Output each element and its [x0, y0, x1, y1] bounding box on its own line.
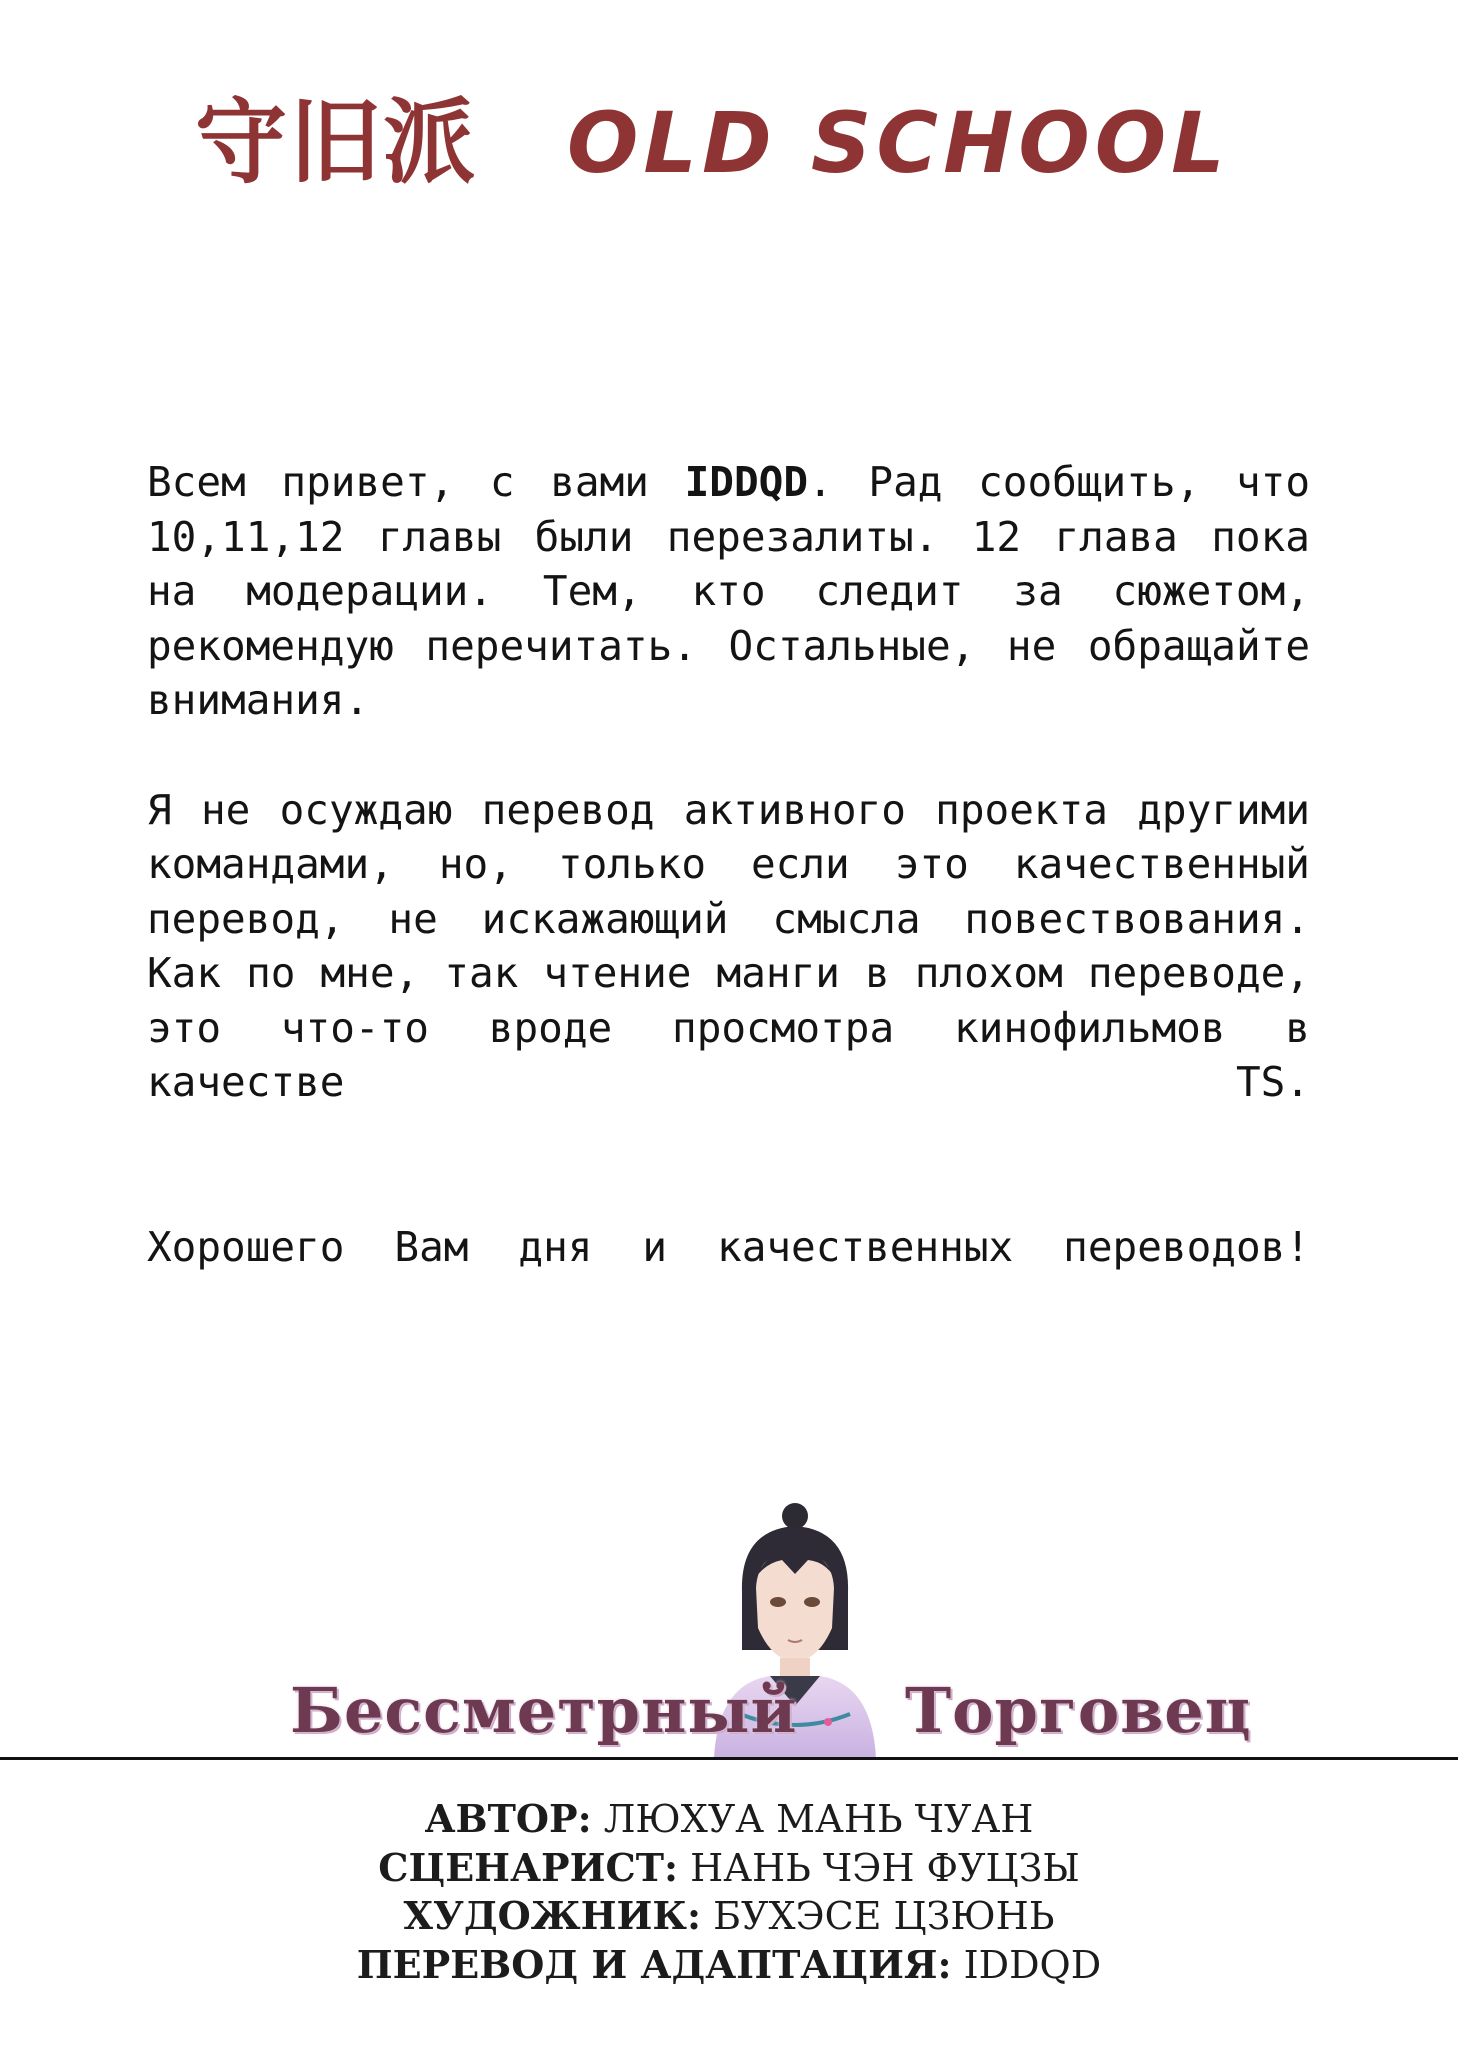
credit-scenarist-role: СЦЕНАРИСТ:: [378, 1844, 679, 1890]
credit-scenarist: [300, 1844, 1158, 1893]
message-paragraph-2: Я не осуждаю перевод активного проекта другими командами, но, только если это качественный перевод, не искажающий смысла повествования. Как по мне, так чтение манги в плохом переводе, это что-то вроде просмотра кинофильмов в качестве TS.: [147, 785, 1310, 1106]
header-logo: [195, 88, 1230, 198]
credit-scenarist-name: НАНЬ ЧЭН ФУЦЗЫ: [690, 1845, 1080, 1890]
message-p1-part1: Всем привет, с вами: [147, 458, 685, 506]
banner-title-left: Бессметрный: [290, 1674, 798, 1747]
credit-translation-role: ПЕРЕВОД И АДАПТАЦИЯ:: [356, 1941, 952, 1987]
message-paragraph-3: Хорошего Вам дня и качественных переводов!: [147, 1222, 1310, 1271]
message-body: [147, 455, 1310, 1274]
credit-artist: [300, 1892, 1158, 1941]
credit-translation-name: IDDQD: [963, 1942, 1102, 1987]
credit-author: [300, 1795, 1158, 1844]
credits-block: [300, 1795, 1158, 1989]
logo-cjk-text: 守旧派: [195, 89, 478, 196]
message-paragraph-1: [147, 455, 1310, 728]
credit-author-name: ЛЮХУА МАНЬ ЧУАН: [603, 1797, 1034, 1841]
banner-title-right: Торговец: [905, 1674, 1252, 1747]
translator-name: IDDQD: [684, 458, 809, 506]
divider-line: [0, 1757, 1458, 1760]
credit-author-role: АВТОР:: [424, 1796, 592, 1841]
credit-artist-name: БУХЭСЕ ЦЗЮНЬ: [713, 1894, 1055, 1938]
message-p1-part2: . Рад сообщить, что 10,11,12 главы были перезалиты. 12 глава пока на модерации. Тем, кто следит за сюжетом, рекомендую перечитать. Остальные, не обращайте внимания.: [147, 458, 1310, 724]
credit-artist-role: ХУДОЖНИК:: [403, 1893, 702, 1938]
logo-latin-text: OLD SCHOOL: [567, 94, 1230, 192]
credit-translation: [300, 1941, 1158, 1990]
